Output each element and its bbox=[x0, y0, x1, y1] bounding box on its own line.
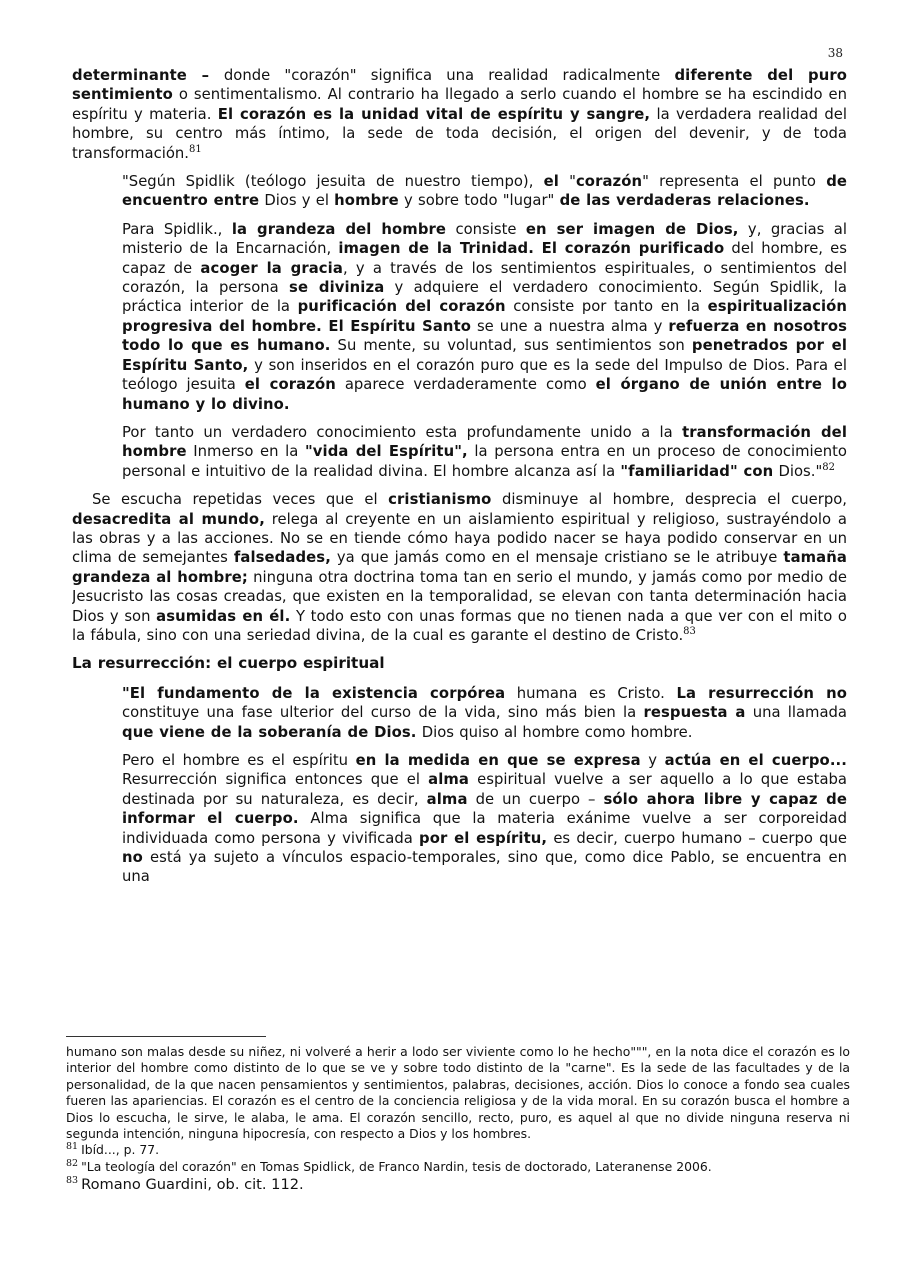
footnote-item bbox=[66, 1159, 850, 1175]
paragraph: Se escucha repetidas veces que el cristianismo disminuye al hombre, desprecia el cuerpo, desacredita al mundo, relega al creyente en un aislamiento espiritual y religioso, sustrayéndolo a las obras y a las acciones. No se en tiende cómo haya podido nacer se haya podido conservar en un clima de semejantes falsedades, ya que jamás como en el mensaje cristiano se le atribuye tamaña grandeza al hombre; ninguna otra doctrina toma tan en serio el mundo, y jamás como por medio de Jesucristo las cosas creadas, que existen en la temporalidad, se elevan con tanta determinación hacia Dios y son asumidas en él. Y todo esto con unas formas que no tienen nada a que ver con el mito o la fábula, sino con una seriedad divina, de la cual es garante el destino de Cristo.$^{83}$ bbox=[72, 491, 847, 644]
footnote-reference: 83 bbox=[683, 626, 696, 638]
footnote-separator bbox=[66, 1036, 266, 1037]
footnote-continuation: humano son malas desde su niñez, ni volveré a herir a lodo ser viviente como lo he hecho""", en la nota dice el corazón es lo interior del hombre como distinto de lo que se ve y sobre todo distinto de la "carne". Es la sede de las facultades y de la personalidad, de la que nacen pensamientos y sentimientos, palabras, decisiones, acción. Dios lo conoce a fondo sea cuales fueren las apariencias. El corazón es el centro de la conciencia religiosa y de la vida moral. En su corazón busca el hombre a Dios lo escucha, le sirve, le alaba, le ama. El corazón sencillo, recto, puro, es aquel al que no divide ninguna reserva ni segunda intención, ninguna hipocresía, con respecto a Dios y los hombres. bbox=[66, 1044, 850, 1142]
footnote-text: Romano Guardini, ob. cit. 112. bbox=[81, 1176, 304, 1194]
paragraph: determinante – donde "corazón" significa una realidad radicalmente diferente del puro sentimiento o sentimentalismo. Al contrario ha llegado a serlo cuando el hombre se ha escindido en espíritu y materia. El corazón es la unidad vital de espíritu y sangre, la verdadera realidad del hombre, su centro más íntimo, la sede de toda decisión, el origen del devenir, y de toda transformación.$^{81}$ bbox=[72, 67, 847, 162]
footnotes bbox=[66, 1044, 850, 1195]
block-quote: Para Spidlik., la grandeza del hombre consiste en ser imagen de Dios, y, gracias al misterio de la Encarnación, imagen de la Trinidad. El corazón purificado del hombre, es capaz de acoger la gracia, y a través de los sentimientos espirituales, o sentimientos del corazón, la persona se diviniza y adquiere el verdadero conocimiento. Según Spidlik, la práctica interior de la purificación del corazón consiste por tanto en la espiritualización progresiva del hombre. El Espíritu Santo se une a nuestra alma y refuerza en nosotros todo lo que es humano. Su mente, su voluntad, sus sentimientos son penetrados por el Espíritu Santo, y son inseridos en el corazón puro que es la sede del Impulso de Dios. Para el teólogo jesuita el corazón aparece verdaderamente como el órgano de unión entre lo humano y lo divino. bbox=[122, 220, 847, 413]
footnote-item bbox=[66, 1175, 850, 1195]
block-quote: Pero el hombre es el espíritu en la medida en que se expresa y actúa en el cuerpo... Resurrección significa entonces que el alma espiritual vuelve a ser aquello a lo que estaba destinada por su naturaleza, es decir, alma de un cuerpo – sólo ahora libre y capaz de informar el cuerpo. Alma significa que la materia exánime vuelve a ser corporeidad individuada como persona y vivificada por el espíritu, es decir, cuerpo humano – cuerpo que no está ya sujeto a vínculos espacio-temporales, sino que, como dice Pablo, se encuentra en una bbox=[122, 752, 847, 886]
block-quote: "El fundamento de la existencia corpórea humana es Cristo. La resurrección no constituye una fase ulterior del curso de la vida, sino más bien la respuesta a una llamada que viene de la soberanía de Dios. Dios quiso al hombre como hombre. bbox=[122, 684, 847, 741]
footnote-marker: 82 bbox=[66, 1157, 79, 1169]
page-body bbox=[72, 66, 847, 1028]
page-number: 38 bbox=[827, 46, 843, 60]
footnote-text: "La teología del corazón" en Tomas Spidlick, de Franco Nardin, tesis de doctorado, Lateranense 2006. bbox=[81, 1158, 712, 1174]
footnote-marker: 83 bbox=[66, 1175, 79, 1187]
block-quote: Por tanto un verdadero conocimiento esta profundamente unido a la transformación del hombre Inmerso en la "vida del Espíritu", la persona entra en un proceso de conocimiento personal e intuitivo de la realidad divina. El hombre alcanza así la "familiaridad" con Dios."$^{82}$ bbox=[122, 423, 847, 480]
section-heading: La resurrección: el cuerpo espiritual bbox=[72, 654, 385, 673]
footnote-reference: 82 bbox=[822, 461, 836, 473]
footnote-reference: 81 bbox=[189, 143, 202, 155]
footnote-text: Ibíd..., p. 77. bbox=[81, 1142, 160, 1158]
block-quote: "Según Spidlik (teólogo jesuita de nuestro tiempo), el "corazón" representa el punto de encuentro entre Dios y el hombre y sobre todo "lugar" de las verdaderas relaciones. bbox=[122, 173, 847, 210]
footnote-marker: 81 bbox=[66, 1141, 79, 1153]
footnote-item bbox=[66, 1142, 850, 1158]
